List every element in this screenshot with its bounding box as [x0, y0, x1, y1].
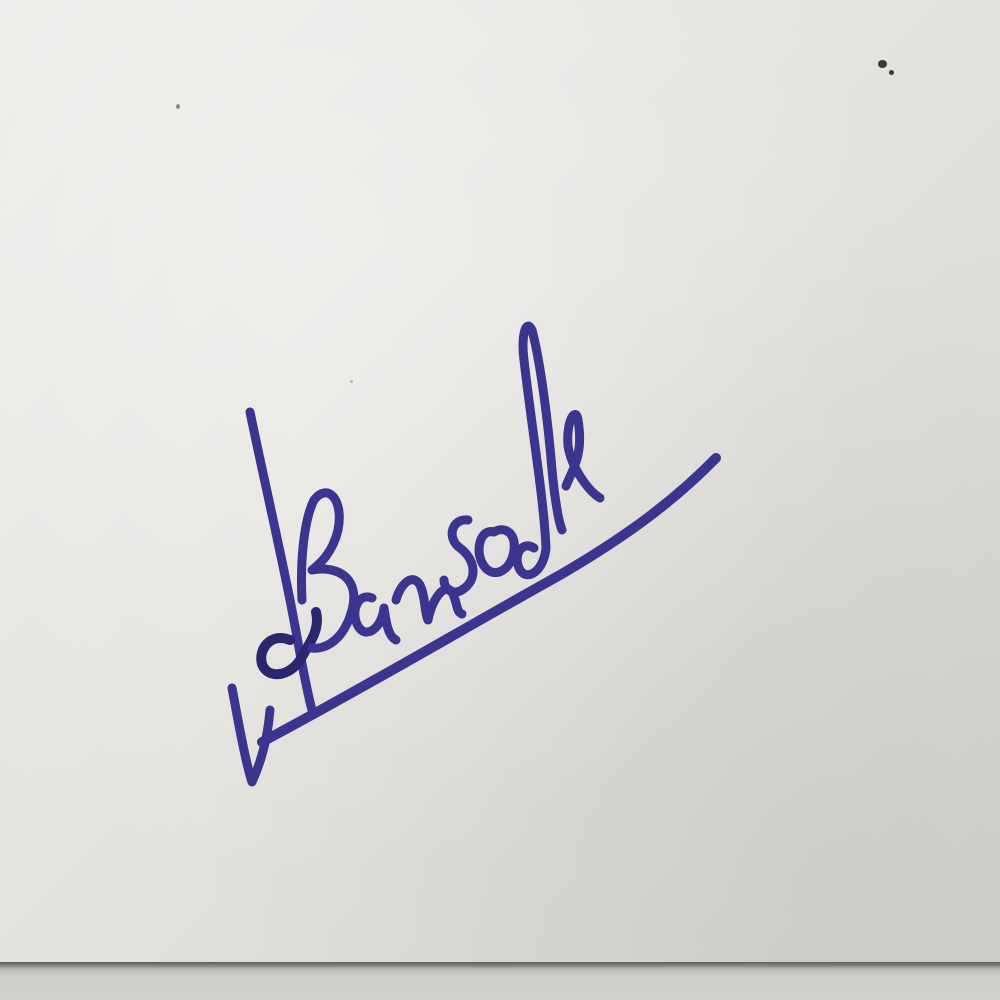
signature-letter-a [355, 597, 396, 640]
signature-underline [262, 458, 716, 742]
signature-strokes [232, 326, 716, 782]
signature-letter-s [444, 520, 473, 592]
signature-letter-n [396, 580, 462, 620]
signature-letter-d [517, 326, 562, 575]
signature-letter-b [302, 493, 354, 648]
signature-letter-o [479, 530, 514, 573]
signature-loop [261, 612, 317, 674]
signature-letter-e [566, 414, 600, 498]
signature-hook [232, 688, 270, 782]
paper-edge [0, 962, 1000, 1000]
